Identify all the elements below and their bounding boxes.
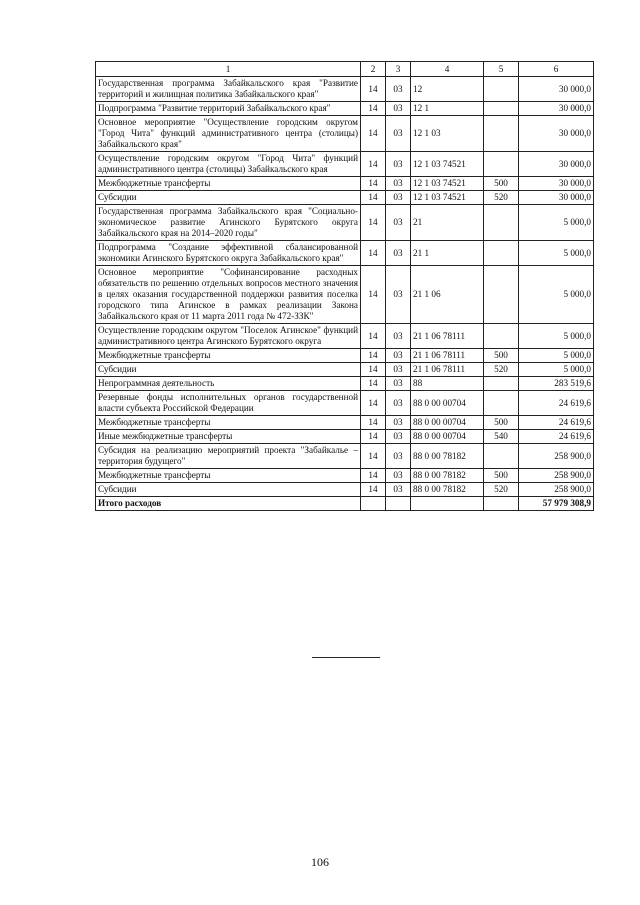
cell-section: 14 — [361, 116, 386, 152]
cell-amount: 30 000,0 — [519, 116, 594, 152]
cell-subsection: 03 — [386, 116, 411, 152]
cell-amount: 24 619,6 — [519, 391, 594, 416]
cell-section: 14 — [361, 77, 386, 102]
table-row — [96, 102, 594, 116]
header-col-5: 5 — [484, 62, 519, 77]
cell-target-code: 21 1 06 78111 — [411, 349, 484, 363]
cell-target-code: 12 1 03 74521 — [411, 152, 484, 177]
cell-expense-type: 500 — [484, 469, 519, 483]
table-row — [96, 205, 594, 241]
cell-amount: 5 000,0 — [519, 363, 594, 377]
total-empty-cell — [484, 497, 519, 511]
cell-section: 14 — [361, 349, 386, 363]
total-label: Итого расходов — [96, 497, 361, 511]
cell-expense-type: 540 — [484, 430, 519, 444]
total-empty-cell — [411, 497, 484, 511]
header-col-4: 4 — [411, 62, 484, 77]
cell-amount: 30 000,0 — [519, 77, 594, 102]
cell-amount: 24 619,6 — [519, 416, 594, 430]
cell-amount: 30 000,0 — [519, 191, 594, 205]
cell-expense-type: 500 — [484, 349, 519, 363]
cell-name: Межбюджетные трансферты — [96, 416, 361, 430]
cell-subsection: 03 — [386, 77, 411, 102]
cell-expense-type: 520 — [484, 363, 519, 377]
table-row — [96, 152, 594, 177]
cell-subsection: 03 — [386, 363, 411, 377]
cell-target-code: 12 1 03 74521 — [411, 177, 484, 191]
cell-subsection: 03 — [386, 391, 411, 416]
cell-expense-type — [484, 266, 519, 324]
cell-section: 14 — [361, 377, 386, 391]
cell-subsection: 03 — [386, 416, 411, 430]
cell-name: Основное мероприятие "Осуществление городским округом "Город Чита" функций административного центра (столицы) Забайкальского края" — [96, 116, 361, 152]
header-col-6: 6 — [519, 62, 594, 77]
cell-expense-type — [484, 377, 519, 391]
cell-target-code: 21 1 06 78111 — [411, 324, 484, 349]
cell-target-code: 88 0 00 00704 — [411, 391, 484, 416]
cell-name: Межбюджетные трансферты — [96, 469, 361, 483]
cell-target-code: 88 0 00 78182 — [411, 444, 484, 469]
cell-target-code: 21 1 06 — [411, 266, 484, 324]
table-row — [96, 177, 594, 191]
cell-name: Осуществление городским округом "Поселок Агинское" функций административного центра Агинского Бурятского округа — [96, 324, 361, 349]
budget-table — [95, 61, 594, 511]
cell-target-code: 21 1 06 78111 — [411, 363, 484, 377]
cell-amount: 283 519,6 — [519, 377, 594, 391]
cell-section: 14 — [361, 430, 386, 444]
table-row — [96, 363, 594, 377]
cell-amount: 5 000,0 — [519, 266, 594, 324]
cell-subsection: 03 — [386, 483, 411, 497]
cell-amount: 258 900,0 — [519, 444, 594, 469]
cell-expense-type: 520 — [484, 191, 519, 205]
cell-expense-type: 500 — [484, 177, 519, 191]
table-row — [96, 324, 594, 349]
cell-name: Субсидии — [96, 191, 361, 205]
cell-section: 14 — [361, 241, 386, 266]
table-row — [96, 377, 594, 391]
cell-target-code: 88 0 00 00704 — [411, 430, 484, 444]
table-row — [96, 349, 594, 363]
cell-expense-type — [484, 444, 519, 469]
cell-target-code: 88 0 00 00704 — [411, 416, 484, 430]
cell-subsection: 03 — [386, 349, 411, 363]
cell-name: Государственная программа Забайкальского края "Социально-экономическое развитие Агинского Бурятского округа Забайкальского края на 2014–2020 годы" — [96, 205, 361, 241]
cell-expense-type — [484, 152, 519, 177]
header-col-2: 2 — [361, 62, 386, 77]
cell-section: 14 — [361, 416, 386, 430]
table-row — [96, 116, 594, 152]
cell-subsection: 03 — [386, 377, 411, 391]
total-empty-cell — [361, 497, 386, 511]
cell-expense-type: 500 — [484, 416, 519, 430]
cell-amount: 5 000,0 — [519, 205, 594, 241]
cell-target-code: 12 1 — [411, 102, 484, 116]
cell-section: 14 — [361, 266, 386, 324]
header-col-3: 3 — [386, 62, 411, 77]
cell-name: Межбюджетные трансферты — [96, 349, 361, 363]
cell-section: 14 — [361, 483, 386, 497]
total-empty-cell — [386, 497, 411, 511]
cell-expense-type: 520 — [484, 483, 519, 497]
cell-target-code: 12 1 03 74521 — [411, 191, 484, 205]
cell-subsection: 03 — [386, 241, 411, 266]
cell-amount: 258 900,0 — [519, 483, 594, 497]
table-row — [96, 77, 594, 102]
cell-subsection: 03 — [386, 191, 411, 205]
cell-subsection: 03 — [386, 266, 411, 324]
table-row — [96, 469, 594, 483]
cell-amount: 30 000,0 — [519, 152, 594, 177]
cell-target-code: 21 — [411, 205, 484, 241]
table-row — [96, 430, 594, 444]
cell-name: Субсидии — [96, 363, 361, 377]
cell-target-code: 21 1 — [411, 241, 484, 266]
cell-amount: 5 000,0 — [519, 241, 594, 266]
cell-amount: 30 000,0 — [519, 177, 594, 191]
cell-section: 14 — [361, 444, 386, 469]
header-row — [96, 62, 594, 77]
table-row — [96, 241, 594, 266]
cell-name: Иные межбюджетные трансферты — [96, 430, 361, 444]
cell-subsection: 03 — [386, 444, 411, 469]
cell-section: 14 — [361, 205, 386, 241]
table-row — [96, 266, 594, 324]
cell-section: 14 — [361, 469, 386, 483]
cell-target-code: 88 — [411, 377, 484, 391]
cell-amount: 24 619,6 — [519, 430, 594, 444]
cell-subsection: 03 — [386, 430, 411, 444]
cell-subsection: 03 — [386, 205, 411, 241]
cell-section: 14 — [361, 391, 386, 416]
cell-expense-type — [484, 324, 519, 349]
table-row — [96, 483, 594, 497]
page-number: 106 — [311, 855, 329, 869]
cell-name: Подпрограмма "Развитие территорий Забайкальского края" — [96, 102, 361, 116]
cell-subsection: 03 — [386, 324, 411, 349]
cell-section: 14 — [361, 177, 386, 191]
closing-rule — [312, 657, 380, 658]
cell-amount: 258 900,0 — [519, 469, 594, 483]
cell-name: Субсидия на реализацию мероприятий проекта "Забайкалье – территория будущего" — [96, 444, 361, 469]
cell-subsection: 03 — [386, 102, 411, 116]
cell-name: Осуществление городским округом "Город Чита" функций административного центра (столицы) Забайкальского края — [96, 152, 361, 177]
cell-expense-type — [484, 102, 519, 116]
table-body — [96, 77, 594, 497]
table-row — [96, 191, 594, 205]
cell-amount: 5 000,0 — [519, 349, 594, 363]
cell-target-code: 12 1 03 — [411, 116, 484, 152]
cell-expense-type — [484, 205, 519, 241]
cell-target-code: 12 — [411, 77, 484, 102]
cell-amount: 5 000,0 — [519, 324, 594, 349]
cell-name: Государственная программа Забайкальского края "Развитие территорий и жилищная политика Забайкальского края" — [96, 77, 361, 102]
header-col-1: 1 — [96, 62, 361, 77]
cell-name: Субсидии — [96, 483, 361, 497]
cell-expense-type — [484, 77, 519, 102]
cell-name: Межбюджетные трансферты — [96, 177, 361, 191]
total-amount: 57 979 308,9 — [519, 497, 594, 511]
cell-expense-type — [484, 391, 519, 416]
cell-amount: 30 000,0 — [519, 102, 594, 116]
cell-section: 14 — [361, 152, 386, 177]
total-row — [96, 497, 594, 511]
cell-section: 14 — [361, 191, 386, 205]
cell-name: Непрограммная деятельность — [96, 377, 361, 391]
cell-expense-type — [484, 241, 519, 266]
table-row — [96, 444, 594, 469]
cell-subsection: 03 — [386, 469, 411, 483]
cell-name: Основное мероприятие "Софинансирование расходных обязательств по решению отдельных вопросов местного значения в целях оказания государственной поддержки развития поселка городского типа Агинское в рамках реализации Закона Забайкальского края от 11 марта 2011 года № 472-ЗЗК" — [96, 266, 361, 324]
table-row — [96, 391, 594, 416]
cell-name: Резервные фонды исполнительных органов государственной власти субъекта Российской Федерации — [96, 391, 361, 416]
cell-subsection: 03 — [386, 152, 411, 177]
cell-subsection: 03 — [386, 177, 411, 191]
cell-name: Подпрограмма "Создание эффективной сбалансированной экономики Агинского Бурятского округа Забайкальского края" — [96, 241, 361, 266]
table-row — [96, 416, 594, 430]
cell-section: 14 — [361, 324, 386, 349]
cell-section: 14 — [361, 363, 386, 377]
cell-expense-type — [484, 116, 519, 152]
cell-target-code: 88 0 00 78182 — [411, 483, 484, 497]
cell-target-code: 88 0 00 78182 — [411, 469, 484, 483]
cell-section: 14 — [361, 102, 386, 116]
